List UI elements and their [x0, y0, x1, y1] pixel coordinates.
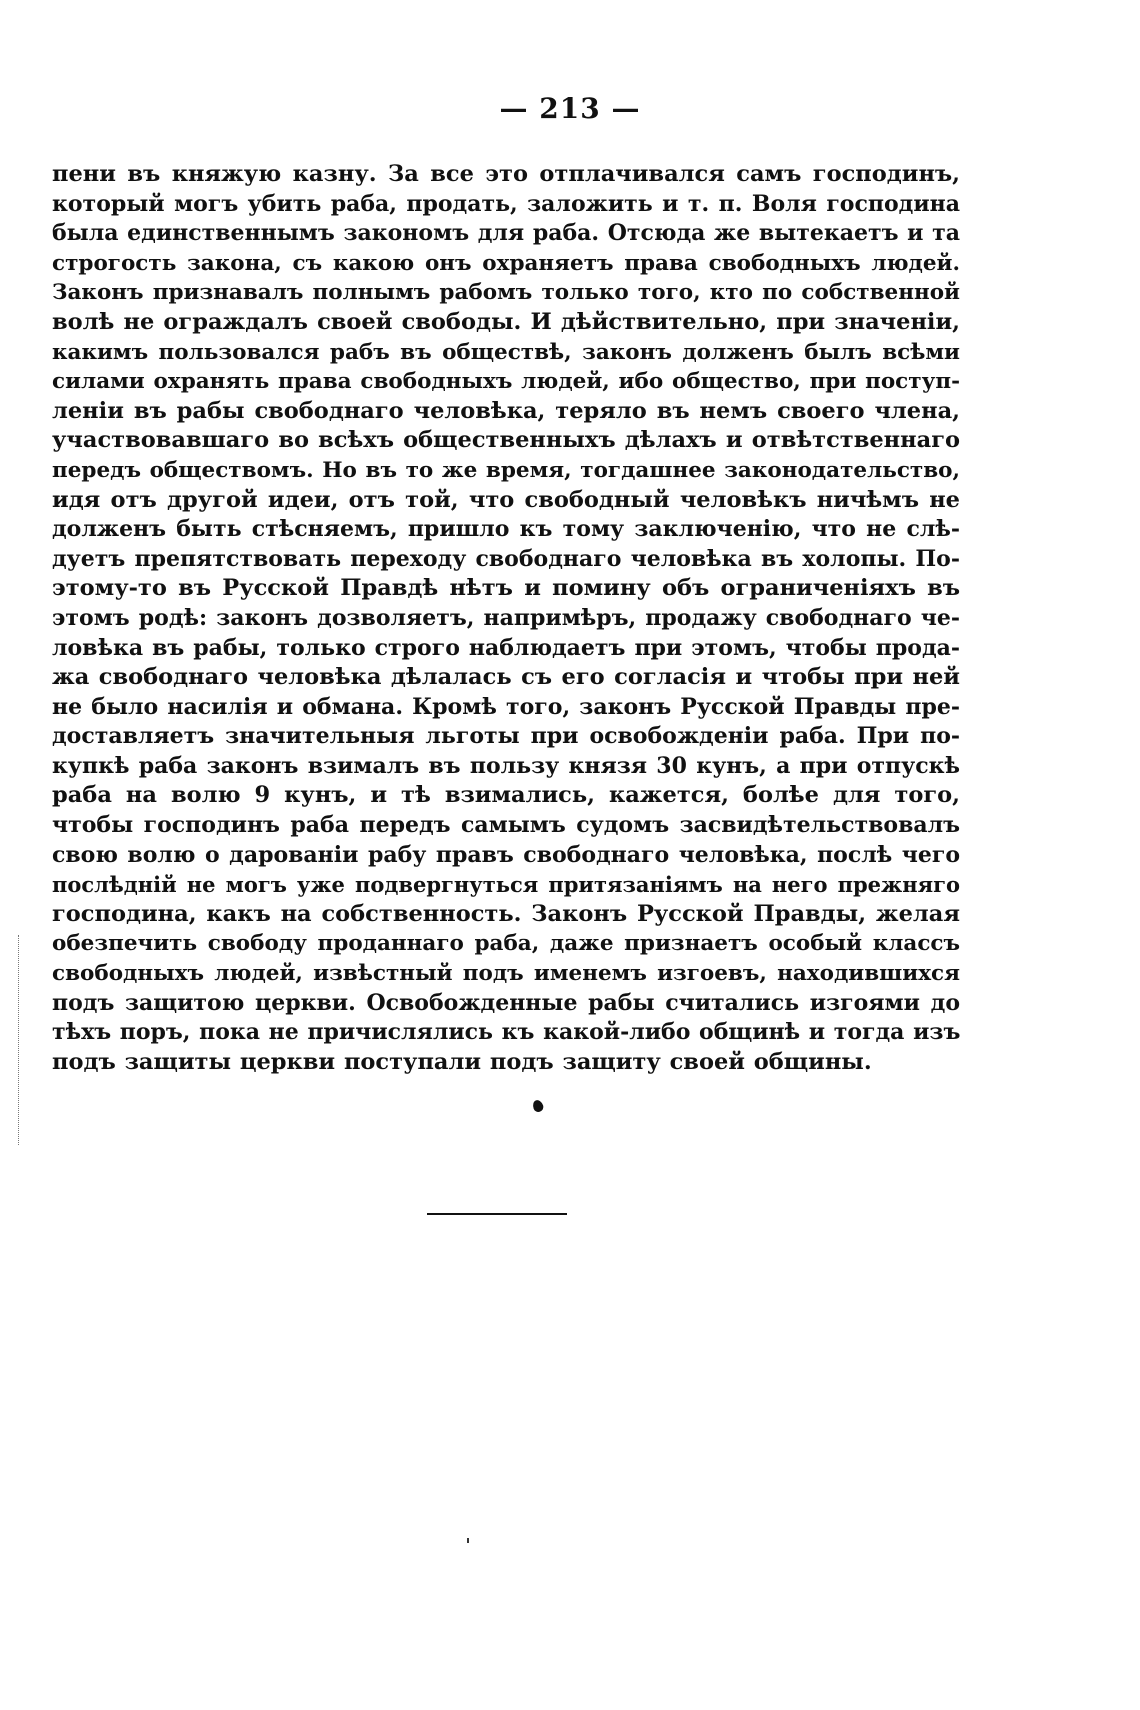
text-line: тѣхъ поръ, пока не причислялись къ какой-либо общинѣ и тогда изъ	[52, 1019, 961, 1046]
text-line: господина, какъ на собственность. Законъ Русской Правды, желая	[52, 900, 960, 927]
text-line: строгость закона, съ какою онъ охраняетъ права свободныхъ людей.	[52, 250, 960, 276]
text-line: этому-то въ Русской Правдѣ нѣтъ и помину объ ограниченіяхъ въ	[52, 575, 960, 602]
text-line-last: подъ защиты церкви поступали подъ защиту своей общины.	[52, 1048, 872, 1075]
text-line: который могъ убить раба, продать, заложить и т. п. Воля господина	[52, 190, 960, 217]
text-line: леніи въ рабы свободнаго человѣка, теряло въ немъ своего члена,	[52, 397, 960, 424]
text-line: послѣдній не могъ уже подвергнуться притязаніямъ на него прежняго	[52, 872, 960, 898]
text-line: идя отъ другой идеи, отъ той, что свободный человѣкъ ничѣмъ не	[52, 486, 960, 513]
text-line: подъ защитою церкви. Освобожденные рабы считались изгоями до	[52, 989, 960, 1016]
scan-speck	[467, 1538, 469, 1543]
text-line: обезпечить свободу проданнаго раба, даже признаетъ особый классъ	[52, 931, 960, 957]
body-text	[52, 160, 960, 1077]
text-line: ловѣка въ рабы, только строго наблюдаетъ при этомъ, чтобы прода-	[52, 634, 960, 661]
text-line: долженъ быть стѣсняемъ, пришло къ тому заключенію, что не слѣ-	[52, 516, 960, 543]
text-line: была единственнымъ закономъ для раба. Отсюда же вытекаетъ и та	[52, 220, 961, 247]
text-line: передъ обществомъ. Но въ то же время, тогдашнее законодательство,	[52, 457, 960, 483]
text-line: пени въ княжую казну. За все это отплачивался самъ господинъ,	[52, 161, 960, 187]
text-line: доставляетъ значительныя льготы при освобожденіи раба. При по-	[52, 723, 960, 750]
margin-scan-mark	[18, 935, 20, 1145]
text-line: не было насилія и обмана. Кромѣ того, законъ Русской Правды пре-	[52, 693, 960, 720]
text-line: дуетъ препятствовать переходу свободнаго человѣка въ холопы. По-	[52, 545, 960, 572]
page-number: — 213 —	[499, 92, 641, 125]
text-line: какимъ пользовался рабъ въ обществѣ, законъ долженъ былъ всѣми	[52, 339, 960, 365]
section-end-rule	[427, 1213, 567, 1215]
text-line: свою волю о дарованіи рабу правъ свободнаго человѣка, послѣ чего	[52, 841, 960, 868]
text-line: свободныхъ людей, извѣстный подъ именемъ изгоевъ, находившихся	[52, 961, 960, 987]
text-line: чтобы господинъ раба передъ самымъ судомъ засвидѣтельствовалъ	[52, 812, 960, 839]
text-line: жа свободнаго человѣка дѣлалась съ его согласія и чтобы при ней	[52, 664, 960, 691]
text-line: купкѣ раба законъ взималъ въ пользу князя 30 кунъ, а при отпускѣ	[52, 752, 960, 779]
text-line: раба на волю 9 кунъ, и тѣ взимались, кажется, болѣе для того,	[52, 782, 960, 809]
text-line: Законъ признавалъ полнымъ рабомъ только того, кто по собственной	[52, 280, 960, 306]
text-line: силами охранять права свободныхъ людей, ибо общество, при поступ-	[52, 369, 960, 395]
ornament-dot	[531, 1099, 545, 1114]
text-line: этомъ родѣ: законъ дозволяетъ, напримѣръ, продажу свободнаго че-	[52, 604, 960, 631]
text-line: волѣ не ограждалъ своей свободы. И дѣйствительно, при значеніи,	[52, 308, 960, 335]
text-line: участвовавшаго во всѣхъ общественныхъ дѣлахъ и отвѣтственнаго	[52, 427, 960, 454]
